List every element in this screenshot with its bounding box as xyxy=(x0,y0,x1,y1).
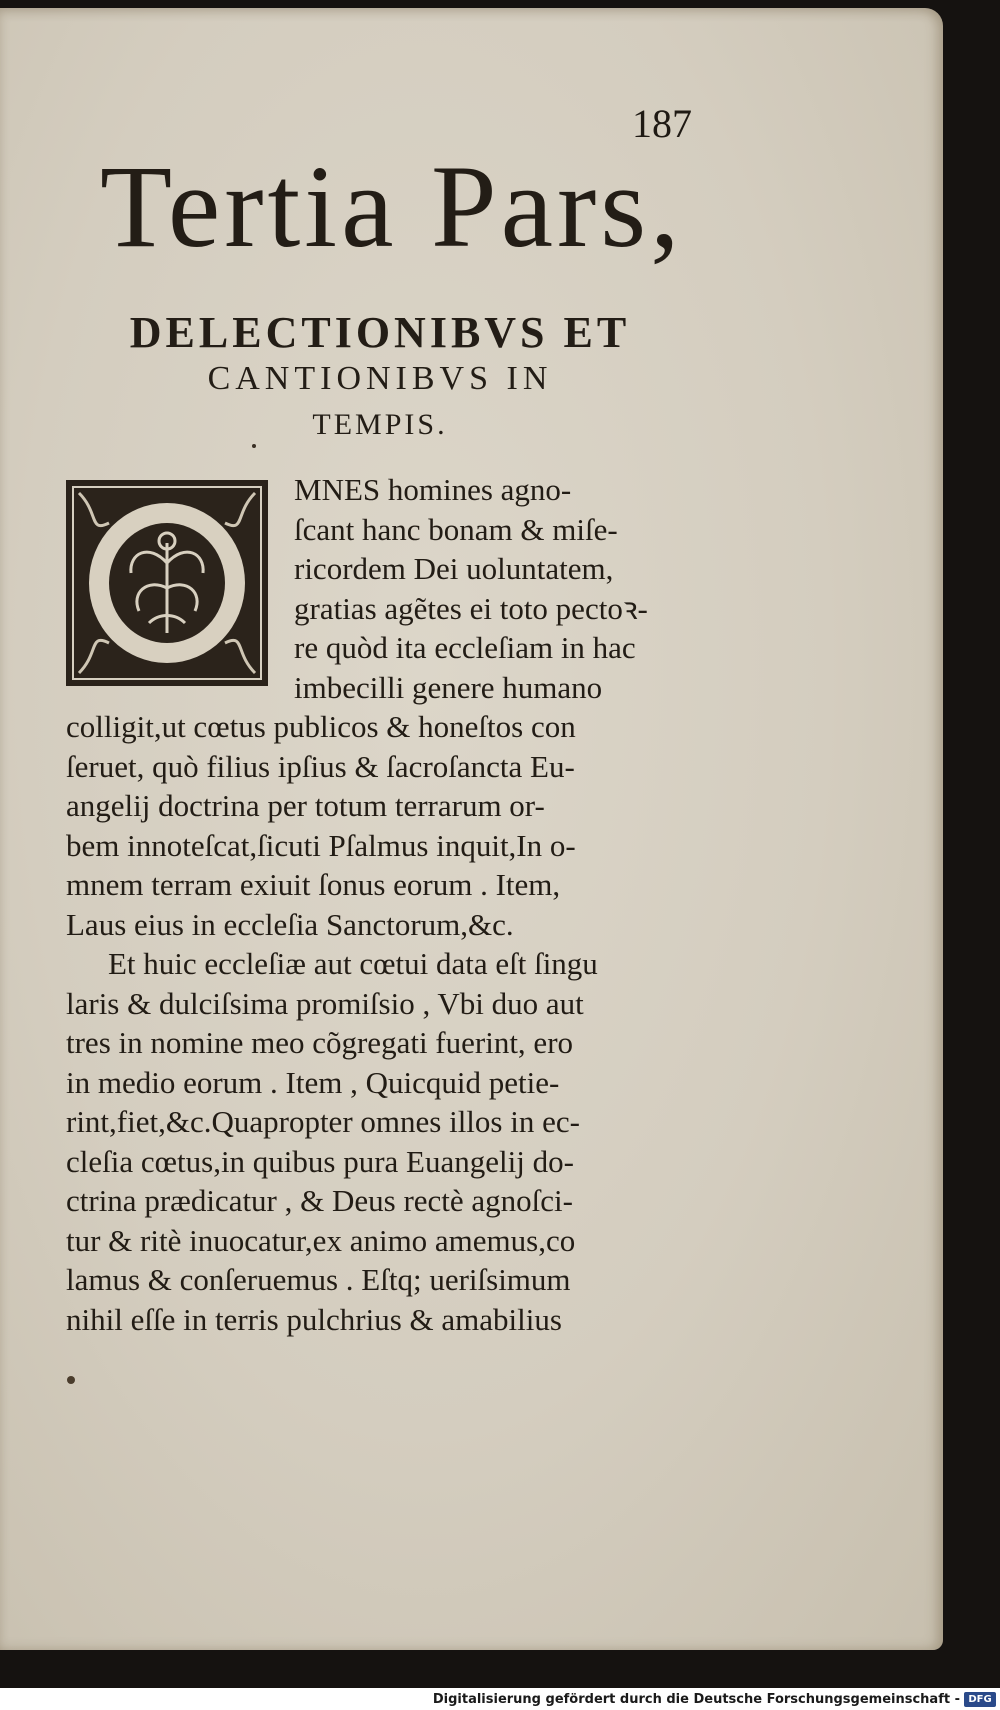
dfg-logo: DFG xyxy=(964,1692,996,1707)
text-line: lamus & conſeruemus . Eſtq; ueriſsimum xyxy=(66,1262,571,1297)
page-heading: Tertia Pars, xyxy=(100,141,684,272)
subheading-line-1: DELECTIONIBVS ET xyxy=(129,308,631,357)
text-line: Et huic eccleſiæ aut cœtui data eſt ſingu xyxy=(108,946,598,981)
text-line: MNES homines agno- xyxy=(294,472,572,507)
text-line: ricordem Dei uoluntatem, xyxy=(294,551,614,586)
text-line: gratias agẽtes ei toto pectoꝛ- xyxy=(294,590,648,626)
subheading-line-3: TEMPIS. xyxy=(312,408,448,441)
text-line: re quòd ita eccleſiam in hac xyxy=(294,630,636,665)
text-line: colligit,ut cœtus publicos & honeſtos con xyxy=(66,709,576,744)
text-line: mnem terram exiuit ſonus eorum . Item, xyxy=(66,867,561,902)
ink-stain xyxy=(67,1376,75,1384)
text-line: nihil eſſe in terris pulchrius & amabilius xyxy=(66,1301,562,1337)
footer-bar xyxy=(0,1688,1000,1710)
book-page xyxy=(0,8,943,1650)
text-line: laris & dulciſsima promiſsio , Vbi duo aut xyxy=(66,985,584,1021)
text-line: cleſia cœtus,in quibus pura Euangelij do- xyxy=(66,1143,574,1179)
text-line: ſcant hanc bonam & miſe- xyxy=(294,511,618,547)
text-line: rint,fiet,&c.Quapropter omnes illos in ec- xyxy=(66,1104,580,1139)
page-subheading xyxy=(70,310,690,448)
body-text xyxy=(66,470,718,1339)
text-line: Laus eius in eccleſia Sanctorum,&c. xyxy=(66,906,514,942)
subheading-line-2: CANTIONIBVS IN xyxy=(207,360,553,397)
page-number: 187 xyxy=(632,101,692,146)
text-line: angelij doctrina per totum terrarum or- xyxy=(66,788,545,823)
printer-dot xyxy=(252,444,256,448)
text-line: tres in nomine meo cõgregati fuerint, ero xyxy=(66,1025,574,1060)
text-line: imbecilli genere humano xyxy=(294,669,603,705)
text-line: ſeruet, quò filius ipſius & ſacroſancta Eu- xyxy=(66,748,575,784)
text-line: ctrina prædicatur , & Deus rectè agnoſci- xyxy=(66,1183,573,1218)
funding-credit: Digitalisierung gefördert durch die Deutsche Forschungsgemeinschaft - xyxy=(432,1692,960,1707)
text-line: in medio eorum . Item , Quicquid petie- xyxy=(66,1064,560,1100)
text-line: tur & ritè inuocatur,ex animo amemus,co xyxy=(66,1222,576,1258)
text-line: bem innoteſcat,ſicuti Pſalmus inquit,In o- xyxy=(66,827,576,863)
